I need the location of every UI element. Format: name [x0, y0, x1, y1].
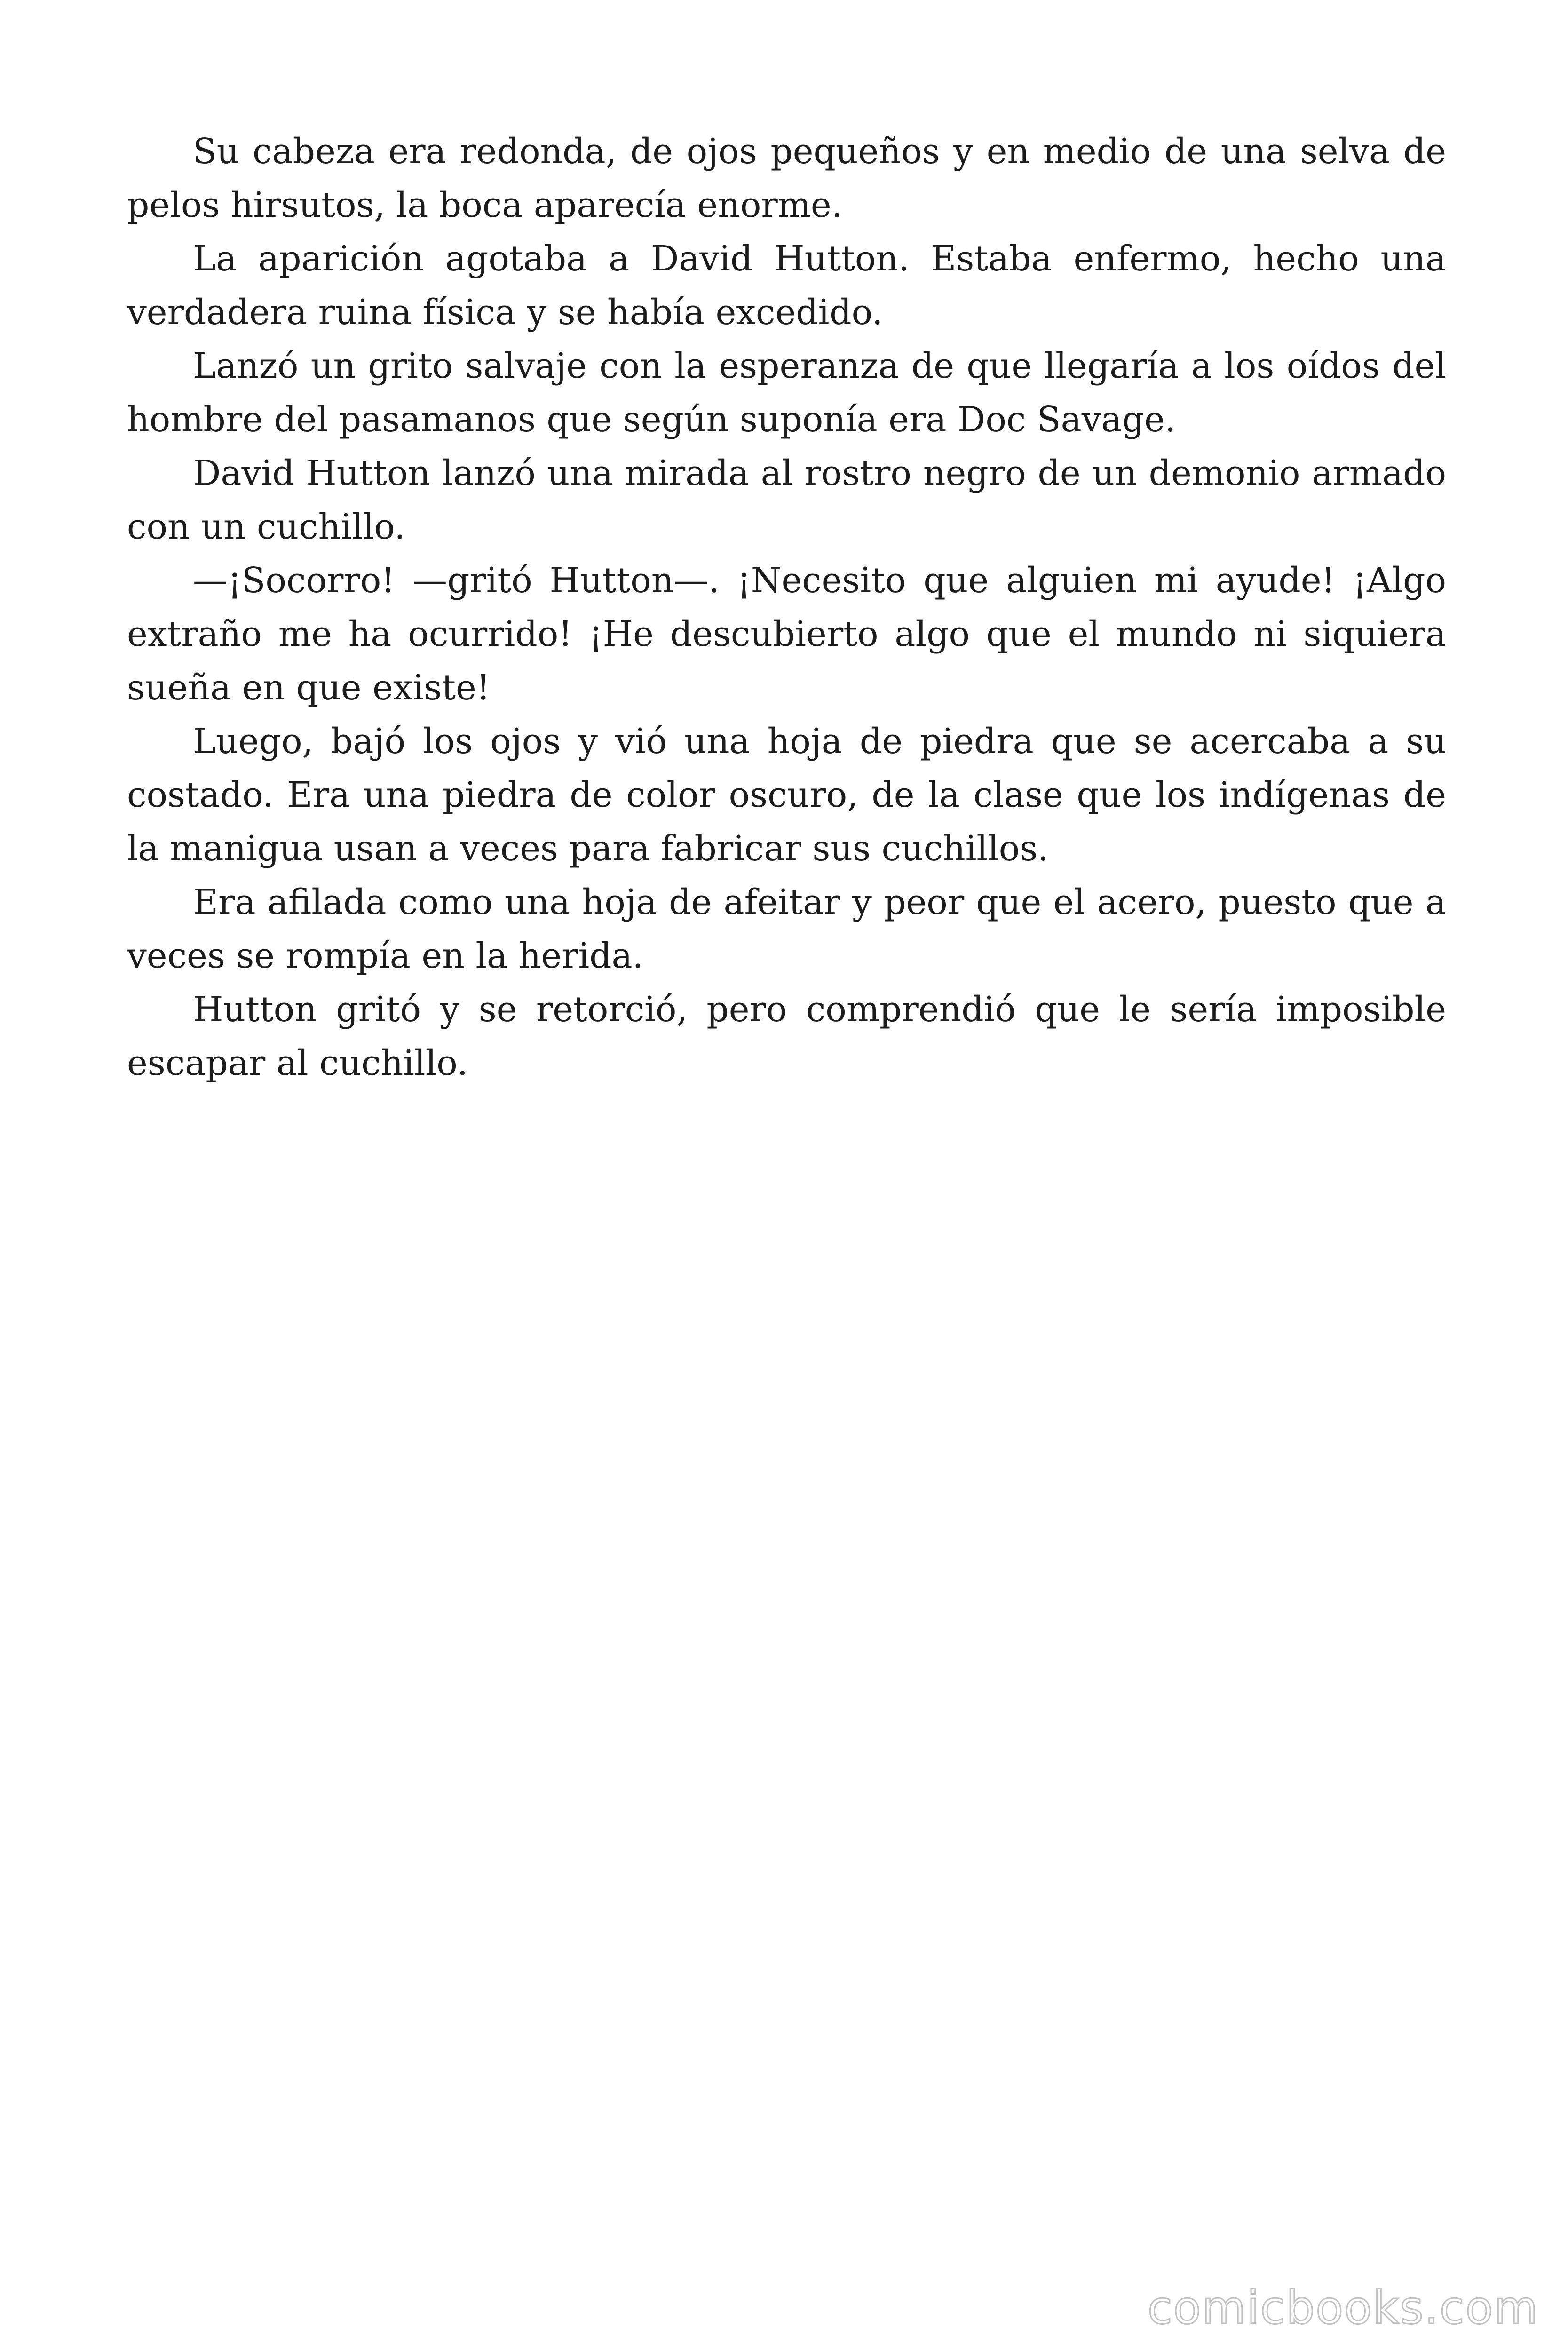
paragraph-7: Era afilada como una hoja de afeitar y peor que el acero, puesto que a veces se rompía en la herida. [127, 882, 1446, 976]
paragraph-4: David Hutton lanzó una mirada al rostro negro de un demonio armado con un cuchillo. [127, 453, 1446, 547]
watermark-text: comicbooks.com [1147, 2281, 1539, 2334]
paragraph-5: —¡Socorro! —gritó Hutton—. ¡Necesito que alguien mi ayude! ¡Algo extraño me ha ocurrido! ¡He descubierto algo que el mundo ni siquiera sueña en que existe! [127, 560, 1446, 708]
paragraph-8: Hutton gritó y se retorció, pero comprendió que le sería imposible escapar al cuchillo. [127, 989, 1446, 1083]
body-text [127, 125, 1446, 1090]
paragraph-6: Luego, bajó los ojos y vió una hoja de piedra que se acercaba a su costado. Era una piedra de color oscuro, de la clase que los indígenas de la manigua usan a veces para fabricar sus cuchillos. [127, 721, 1446, 869]
paragraph-1: Su cabeza era redonda, de ojos pequeños y en medio de una selva de pelos hirsutos, la boca aparecía enorme. [127, 131, 1446, 225]
paragraph-2: La aparición agotaba a David Hutton. Estaba enfermo, hecho una verdadera ruina física y se había excedido. [127, 238, 1446, 333]
paragraph-3: Lanzó un grito salvaje con la esperanza de que llegaría a los oídos del hombre del pasamanos que según suponía era Doc Savage. [127, 346, 1446, 440]
